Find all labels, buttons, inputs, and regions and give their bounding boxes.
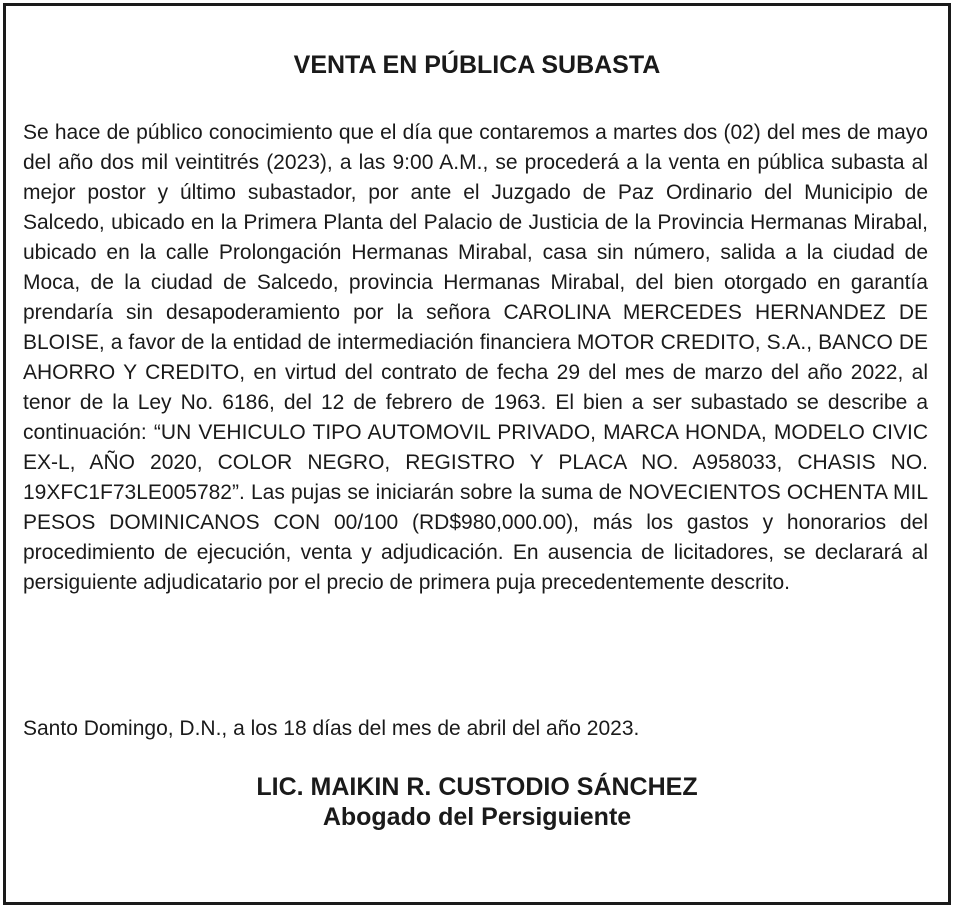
signer-name: LIC. MAIKIN R. CUSTODIO SÁNCHEZ [256,773,698,801]
notice-box [3,3,951,905]
signer-role: Abogado del Persiguiente [322,803,632,831]
notice-body: Se hace de público conocimiento que el día que contaremos a martes dos (02) del mes de mayo del año dos mil veintitrés (2023), a las 9:00 A.M., se procederá a la venta en pública subasta al mejor postor y último subastador, por ante el Juzgado de Paz Ordinario del Municipio de Salcedo, ubicado en la Primera Planta del Palacio de Justicia de la Provincia Hermanas Mirabal, ubicado en la calle Prolongación Hermanas Mirabal, casa sin número, salida a la ciudad de Moca, de la ciudad de Salcedo, provincia Hermanas Mirabal, del bien otorgado en garantía prendaría sin desapoderamiento por la señora CAROLINA MERCEDES HERNANDEZ DE BLOISE, a favor de la entidad de intermediación financiera MOTOR CREDITO, S.A., BANCO DE AHORRO Y CREDITO, en virtud del contrato de fecha 29 del mes de marzo del año 2022, al tenor de la Ley No. 6186, del 12 de febrero de 1963. El bien a ser subastado se describe a continuación: “UN VEHICULO TIPO AUTOMOVIL PRIVADO, MARCA HONDA, MODELO CIVIC EX-L, AÑO 2020, COLOR NEGRO, REGISTRO Y PLACA NO. A958033, CHASIS NO. 19XFC1F73LE005782”. Las pujas se iniciarán sobre la suma de NOVECIENTOS OCHENTA MIL PESOS DOMINICANOS CON 00/100 (RD$980,000.00), más los gastos y honorarios del procedimiento de ejecución, venta y adjudicación. En ausencia de licitadores, se declarará al persiguiente adjudicatario por el precio de primera puja precedentemente descrito. [23,121,928,594]
place-date: Santo Domingo, D.N., a los 18 días del mes de abril del año 2023. [23,717,640,740]
notice-title: VENTA EN PÚBLICA SUBASTA [293,51,661,79]
